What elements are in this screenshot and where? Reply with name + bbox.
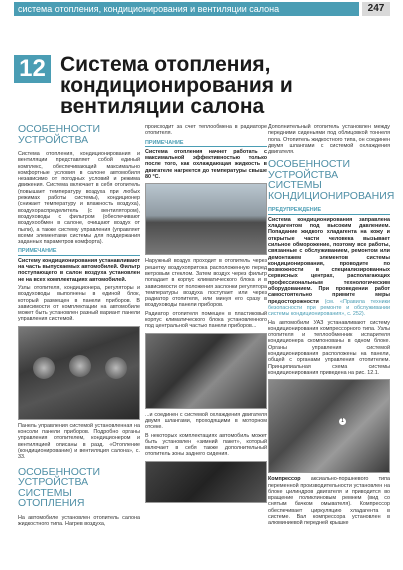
- warning-label: ПРЕДУПРЕЖДЕНИЕ: [268, 207, 390, 214]
- note-label: ПРИМЕЧАНИЕ: [145, 140, 267, 147]
- knob-image: [105, 357, 127, 379]
- paragraph: Радиатор отопителя помещен в пластиковый корпус климатического блока установленного под центральной частью панели приборов...: [145, 310, 267, 330]
- paragraph-text: аксиально-поршневого типа переменной производительности установлен на блоке цилиндров двигателя и приводится во вращение поликлиновым ремнем (вид со снятым бачком омывателя). Компрессор обеспечивает циркуляцию хладагента в системе. Вал компрессора установлен в алюминиевой передней крышке: [268, 476, 390, 527]
- term-bold: Компрессор: [268, 476, 301, 483]
- paragraph: Дополнительный отопитель установлен между передними сиденьями под облицовкой тоннеля пола. Отопитель жидкостного типа, он соединен двумя шлангами с системой охлаждения двигателя.: [268, 124, 390, 156]
- note-text: Систему кондиционирования устанавливают на часть выпускаемых автомобилей. Фильтр поступающего в салон воздуха установлен не на всех комплектациях автомобилей.: [18, 257, 140, 283]
- section-heading: ОСОБЕННОСТИ УСТРОЙСТВА СИСТЕМЫ КОНДИЦИОНИРОВАНИЯ: [268, 158, 395, 202]
- paragraph: В некоторых комплектациях автомобиль может быть установлен «зимний пакет», который включает в себя также дополнительный отопитель зоны заднего сидения.: [145, 432, 267, 458]
- section-heading: ОСОБЕННОСТИ УСТРОЙСТВА СИСТЕМЫ ОТОПЛЕНИЯ: [18, 465, 101, 509]
- paragraph: Система отопления, кондиционирования и вентиляции представляет собой единый комплекс, обеспечивающий максимально комфортные условия в салоне автомобиля независимо от погодных условий и режима движения. Система включает в себя отопитель (повышает температуру воздуха при любых режимах работы системы), кондиционер (снижает температуру и влажность воздуха), воздухораспределитель (с вентилятором), воздуховоды с фильтром (обеспечивают воздухообмен в салоне, очищают воздух от пыли), а также систему управления (управляет всеми элементами системы для поддержания заданных параметров комфорта).: [18, 151, 140, 246]
- rear-heater-photo: [145, 461, 267, 503]
- column-1: [18, 124, 140, 529]
- knob-image: [33, 357, 55, 379]
- control-panel-photo: [18, 326, 140, 420]
- running-header: система отопления, кондиционирования и вентиляции салона: [14, 2, 359, 16]
- photo-caption: Панель управления системой установленная на консоли панели приборов. Подробно органы управления отопителем, кондиционером и вентиляцией описаны в разд. «Отопление (кондиционирование) и вентиляция салона», с. 33.: [18, 422, 140, 461]
- column-3: [268, 124, 395, 529]
- knob-image: [69, 355, 91, 377]
- cross-reference-link: (см. «Правила техники безопасности при ремонте и обслуживании системы кондиционирования», с. 252).: [268, 298, 390, 318]
- callout-marker: 1: [339, 418, 346, 425]
- windshield-vent-photo: [145, 183, 267, 255]
- paragraph: ...и соединен с системой охлаждения двигателя двумя шлангами, проходящими в моторном отсеке.: [145, 411, 267, 431]
- paragraph: происходит за счет теплообмена в радиаторе отопителя.: [145, 124, 267, 137]
- chapter-title: Система отопления, кондиционирования и вентиляции салона: [60, 53, 293, 118]
- warning-text: [268, 217, 390, 318]
- paragraph: Наружный воздух проходит в отопитель через решетку воздухопритока расположенную перед ветровым стеклом. Затем воздух через фильтр попадает в корпус климатического блока и в зависимости от положения заслонки регулятора температуры воздуха поступает или через радиатор отопителя, или минуя его сразу в воздуховоды панели приборов.: [145, 258, 267, 309]
- note-label: ПРИМЕЧАНИЕ: [18, 248, 140, 255]
- engine-hoses-photo: [145, 333, 267, 409]
- note-text: Система отопления начнет работать с максимальной эффективностью только после того, как охлаждающая жидкость в двигателе нагреется до температуры свыше 80 °C.: [145, 148, 267, 181]
- paragraph: На автомобили УАЗ устанавливают систему кондиционирования компрессорного типа. Узлы отопителя и теплообменник испарителя кондиционера скомпонованы в одном блоке. Органы управления системой кондиционирования расположены на панели, общей с органами управления отопителем. Принципиальная схема системы кондиционирования приведена на рис. 12.1.: [268, 319, 390, 376]
- paragraph: Узлы отопителя, кондиционера, регуляторы и воздуховоды выполнены в единой блок, который размещен в панели приборов. В зависимости от комплектации на автомобиле может быть установлен разный вариант панели управления системой.: [18, 284, 140, 323]
- compressor-photo: [268, 379, 390, 473]
- warning-body: Система кондиционирования заправлена хладагентом под высоким давлением. Попадание жидкого хладагента на кожу и открытые части человека вызывает сильное обморожение, поэтому все работы, связанные с обслуживанием, ремонтом или демонтажем элементов системы кондиционирования, проводите по возможности в специализированных сервисных центрах, располагающих профессиональным технологическим оборудованием. При проведении работ самостоятельно примите меры предосторожности: [268, 216, 390, 305]
- paragraph: [268, 476, 390, 526]
- chapter-number: 12: [14, 55, 51, 83]
- section-heading: ОСОБЕННОСТИ УСТРОЙСТВА: [18, 123, 101, 146]
- column-2: [145, 124, 267, 506]
- paragraph: На автомобиле установлен отопитель салона жидкостного типа. Нагрев воздуха,: [18, 514, 140, 527]
- page-number: 247: [362, 2, 390, 16]
